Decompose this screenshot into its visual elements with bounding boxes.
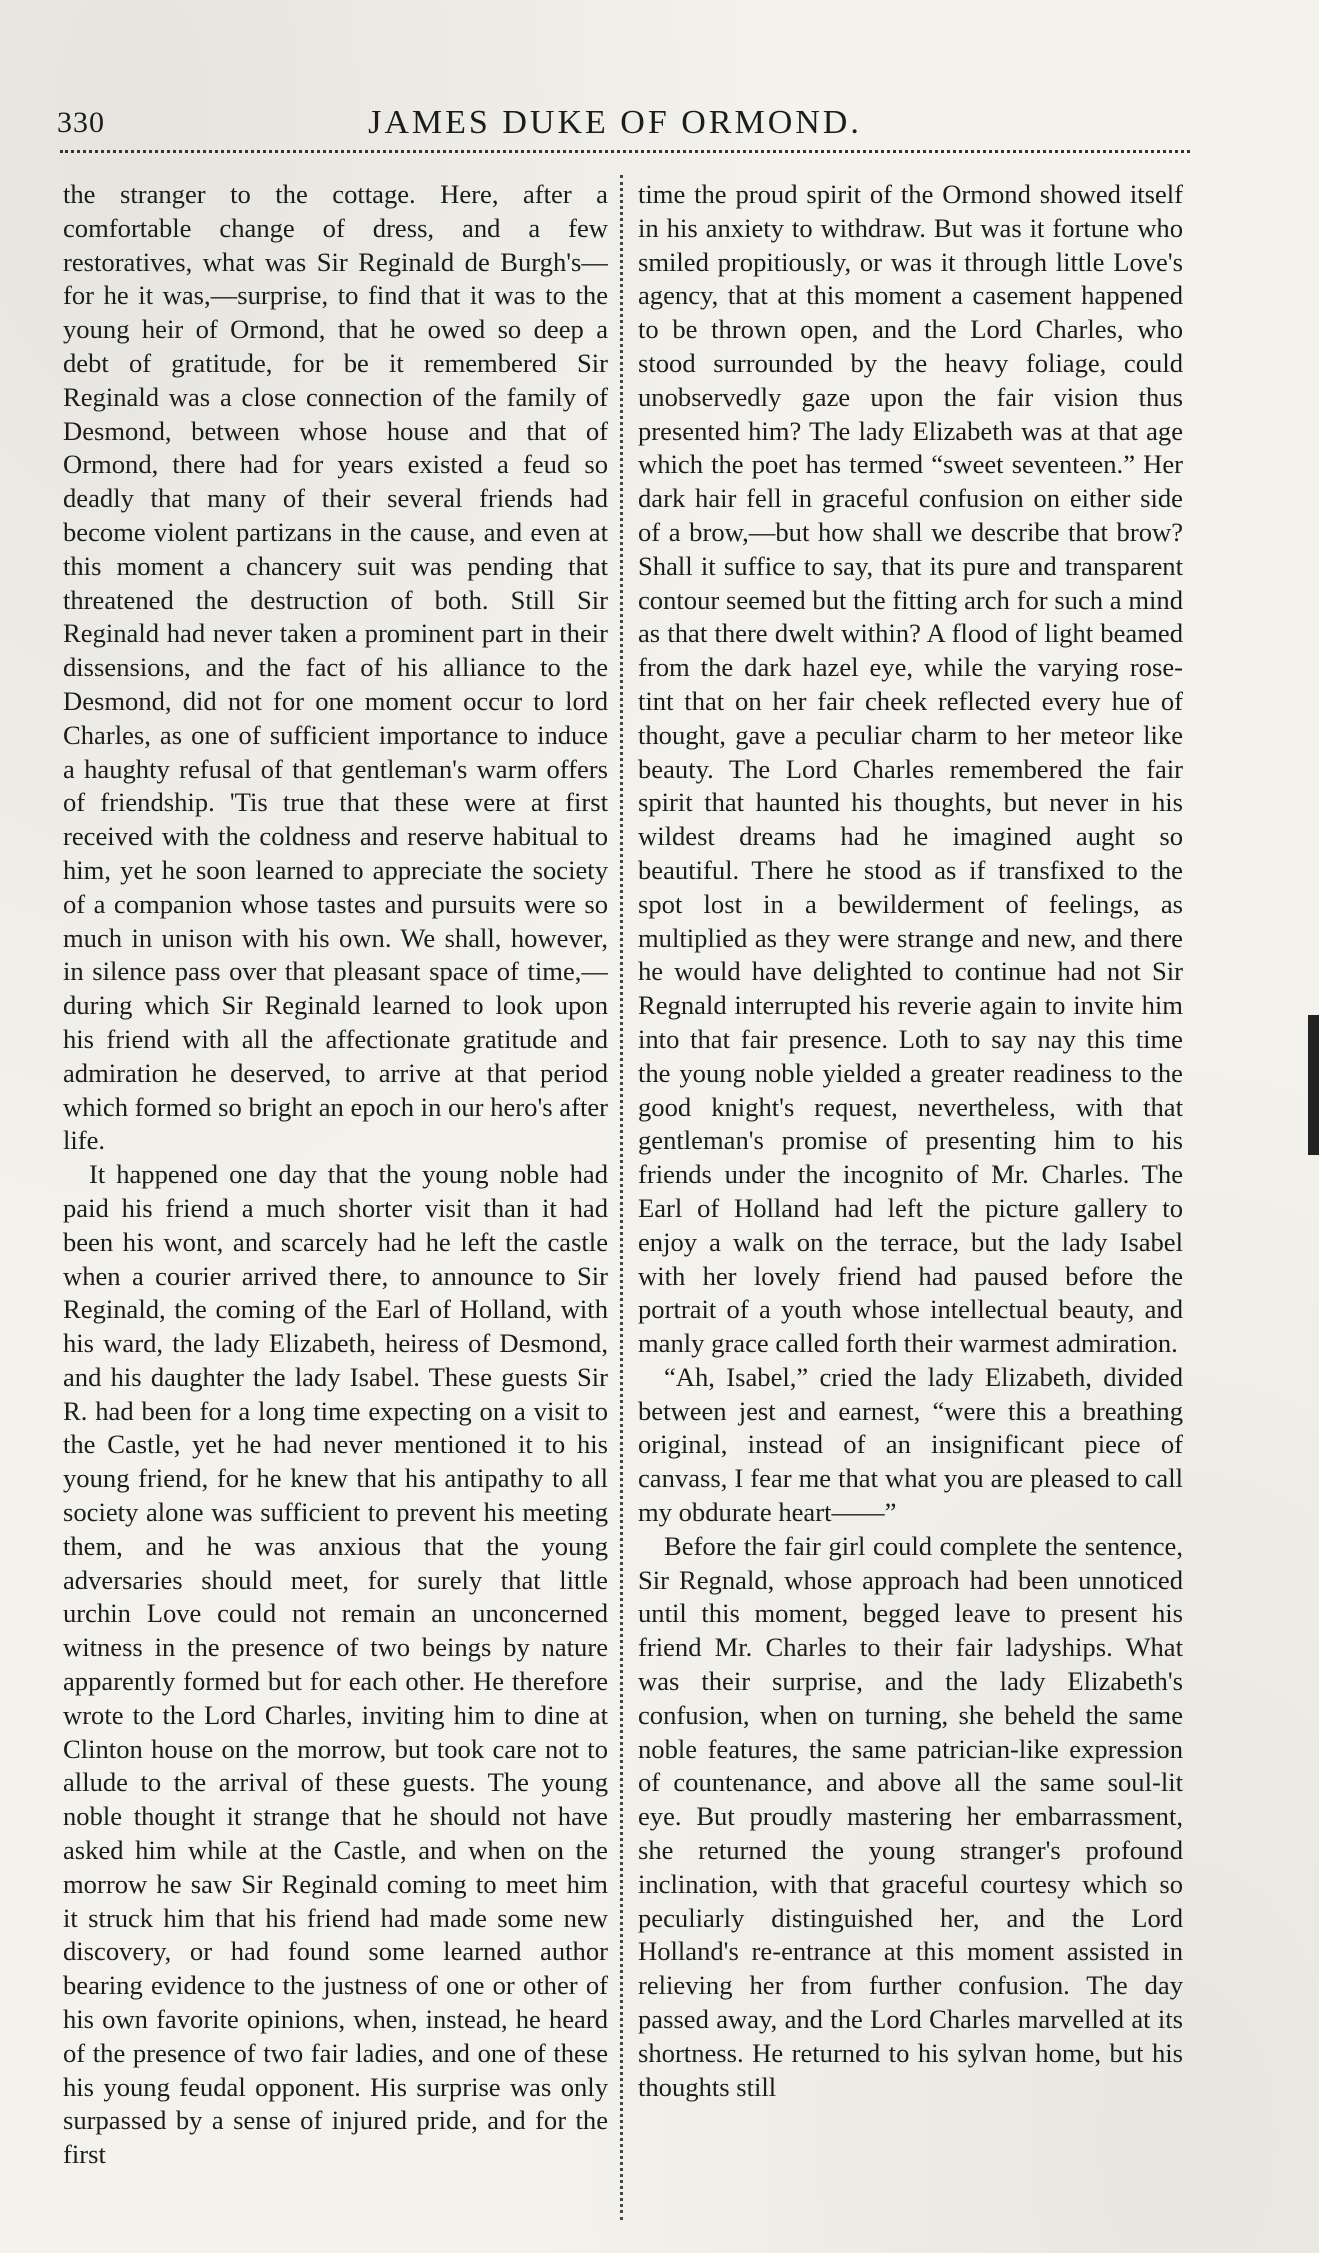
column-divider — [620, 175, 623, 2220]
paragraph: It happened one day that the young noble had paid his friend a much shorter visit than it had been his wont, and scarcely had he left the castle when a courier arrived there, to announce to Sir Reginald, the coming of the Earl of Holland, with his ward, the lady Elizabeth, heiress of Desmond, and his daughter the lady Isabel. These guests Sir R. had been for a long time expecting on a visit to the Castle, yet he had never mentioned it to his young friend, for he knew that his antipathy to all society alone was sufficient to prevent his meeting them, and he was anxious that the young adversaries should meet, for surely that little urchin Love could not remain an unconcerned witness in the presence of two beings by nature apparently formed but for each other. He therefore wrote to the Lord Charles, inviting him to dine at Clinton house on the morrow, but took care not to allude to the arrival of these guests. The young noble thought it strange that he should not have asked him while at the Castle, and when on the morrow he saw Sir Reginald coming to meet him it struck him that his friend had made some new discovery, or had found some learned author bearing evidence to the justness of one or other of his own favorite opinions, when, instead, he heard of the presence of two fair ladies, and one of these his young feudal opponent. His surprise was only surpassed by a sense of injured pride, and for the first — [63, 1159, 608, 2170]
page-edge-mark — [1308, 1015, 1319, 1155]
left-column — [63, 178, 608, 2218]
paragraph: “Ah, Isabel,” cried the lady Elizabeth, divided between jest and earnest, “were this a breathing original, instead of an insignificant piece of canvass, I fear me that what you are pleased to call my obdurate heart——” — [638, 1361, 1183, 1528]
header-rule — [60, 150, 1190, 153]
paragraph: Before the fair girl could complete the sentence, Sir Regnald, whose approach had been unnoticed until this moment, begged leave to present his friend Mr. Charles to their fair ladyships. What was their surprise, and the lady Elizabeth's confusion, when on turning, she beheld the same noble features, the same patrician-like expression of countenance, and above all the same soul-lit eye. But proudly mastering her embarrassment, she returned the young stranger's profound inclination, with that graceful courtesy which so peculiarly distinguished her, and the Lord Holland's re-entrance at this moment assisted in relieving her from further confusion. The day passed away, and the Lord Charles marvelled at its shortness. He returned to his sylvan home, but his thoughts still — [638, 1530, 1183, 2102]
right-column — [638, 178, 1183, 2218]
paragraph: time the proud spirit of the Ormond showed itself in his anxiety to withdraw. But was it fortune who smiled propitiously, or was it through little Love's agency, that at this moment a casement happened to be thrown open, and the Lord Charles, who stood surrounded by the heavy foliage, could unobservedly gaze upon the fair vision thus presented him? The lady Elizabeth was at that age which the poet has termed “sweet seventeen.” Her dark hair fell in graceful confusion on either side of a brow,—but how shall we describe that brow? Shall it suffice to say, that its pure and transparent contour seemed but the fitting arch for such a mind as that there dwelt within? A flood of light beamed from the dark hazel eye, while the varying rose-tint that on her fair cheek reflected every hue of thought, gave a peculiar charm to her meteor like beauty. The Lord Charles remembered the fair spirit that haunted his thoughts, but never in his wildest dreams had he imagined aught so beautiful. There he stood as if transfixed to the spot lost in a bewilderment of feelings, as multiplied as they were strange and new, and there he would have delighted to continue had not Sir Regnald interrupted his reverie again to invite him into that fair presence. Loth to say nay this time the young noble yielded a greater readiness to the good knight's request, nevertheless, with that gentleman's promise of presenting him to his friends under the incognito of Mr. Charles. The Earl of Holland had left the picture gallery to enjoy a walk on the terrace, but the lady Isabel with her lovely friend had paused before the portrait of a youth whose intellectual beauty, and manly grace called forth their warmest admiration. — [638, 179, 1183, 1359]
page-number: 330 — [57, 106, 105, 139]
paragraph: the stranger to the cottage. Here, after a comfortable change of dress, and a few restoratives, what was Sir Reginald de Burgh's—for he it was,—surprise, to find that it was to the young heir of Ormond, that he owed so deep a debt of gratitude, for be it remembered Sir Reginald was a close connection of the family of Desmond, between whose house and that of Ormond, there had for years existed a feud so deadly that many of their several friends had become violent partizans in the cause, and even at this moment a chancery suit was pending that threatened the destruction of both. Still Sir Reginald had never taken a prominent part in their dissensions, and the fact of his alliance to the Desmond, did not for one moment occur to lord Charles, as one of sufficient importance to induce a haughty refusal of that gentleman's warm offers of friendship. 'Tis true that these were at first received with the coldness and reserve habitual to him, yet he soon learned to appreciate the society of a companion whose tastes and pursuits were so much in unison with his own. We shall, however, in silence pass over that pleasant space of time,—during which Sir Reginald learned to look upon his friend with all the affectionate gratitude and admiration he deserved, to arrive at that period which formed so bright an epoch in our hero's after life. — [63, 179, 608, 1156]
running-title: JAMES DUKE OF ORMOND. — [368, 104, 862, 141]
page-header — [45, 100, 1185, 150]
